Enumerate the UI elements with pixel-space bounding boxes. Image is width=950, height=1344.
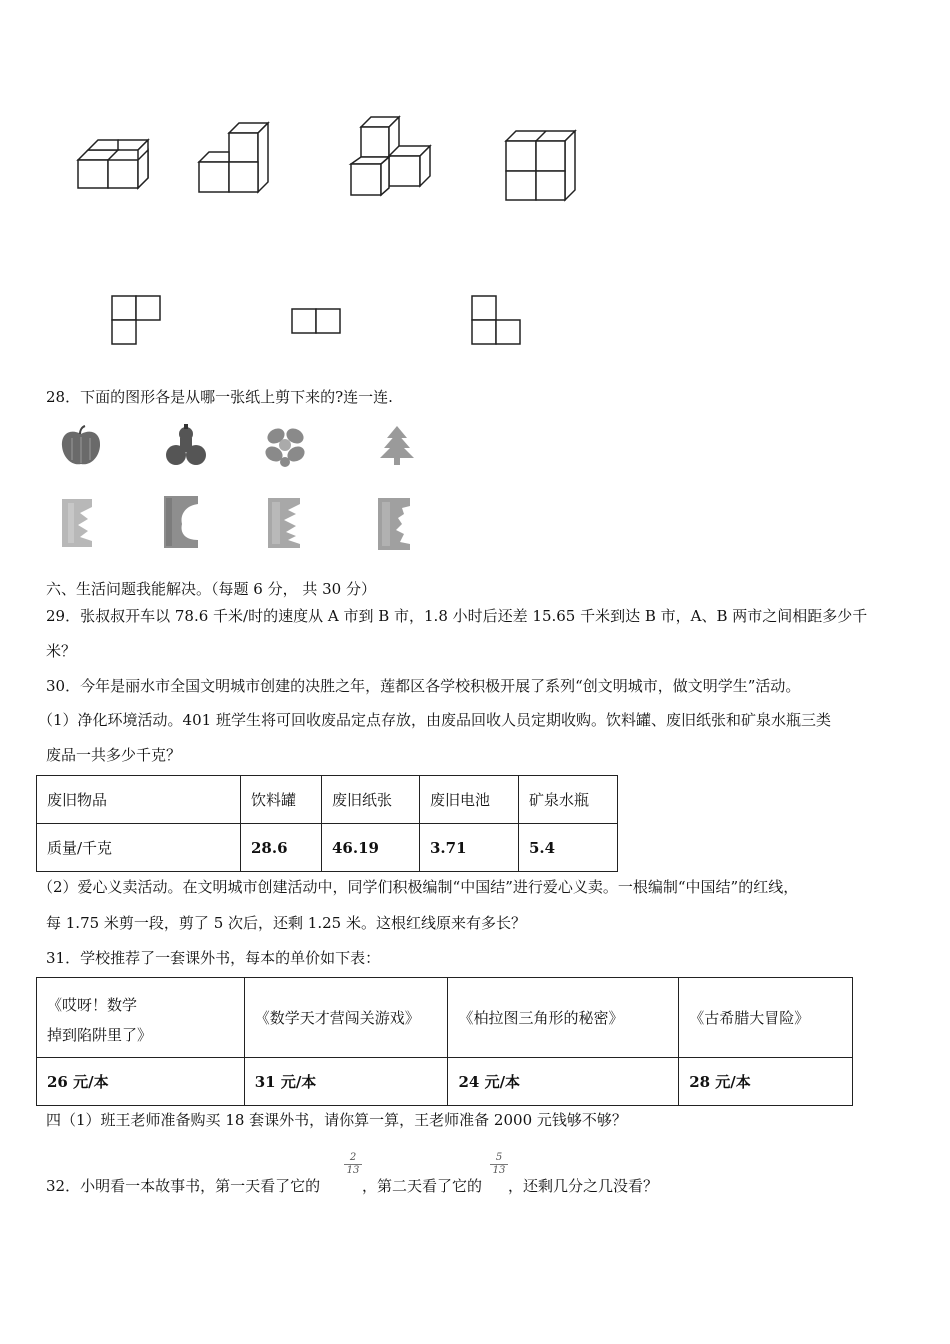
frac1-num: 2 bbox=[344, 1152, 362, 1165]
book-title-2: 《数学天才营闯关游戏》 bbox=[244, 978, 448, 1058]
waste-value-bottles: 5.4 bbox=[519, 824, 618, 872]
cube-stack-2 bbox=[196, 120, 272, 196]
q30-p2-line2: 每 1.75 米剪一段，剪了 5 次后，还剩 1.25 米。这根红线原来有多长？ bbox=[46, 914, 526, 932]
book-title-1 bbox=[37, 978, 245, 1058]
waste-value-paper: 46.19 bbox=[322, 824, 420, 872]
book-title-4: 《古希腊大冒险》 bbox=[679, 978, 853, 1058]
cube-stack-4 bbox=[503, 128, 579, 204]
q30-p1-line2: 废品一共多少千克？ bbox=[46, 746, 182, 764]
fraction-5-13 bbox=[490, 1152, 508, 1177]
frac2-num: 5 bbox=[490, 1152, 508, 1165]
cube-stack-3 bbox=[348, 114, 434, 198]
frac2-den: 13 bbox=[492, 1165, 506, 1176]
book-table-titles bbox=[37, 978, 853, 1058]
view-2 bbox=[290, 307, 344, 337]
q28-text: 28．下面的图形各是从哪一张纸上剪下来的?连一连. bbox=[46, 388, 393, 406]
view-3 bbox=[470, 294, 524, 348]
waste-table-row bbox=[37, 824, 618, 872]
paper-2 bbox=[162, 494, 202, 550]
q30-p2-line1: （2）爱心义卖活动。在文明城市创建活动中，同学们积极编制“中国结”进行爱心义卖。一根编制“中国结”的红线， bbox=[38, 878, 799, 896]
book-title-1-line1: 《哎呀！数学 bbox=[47, 995, 138, 1014]
fraction-2-13 bbox=[344, 1152, 362, 1177]
waste-value-cans: 28.6 bbox=[241, 824, 322, 872]
q29-line2: 米？ bbox=[46, 642, 77, 660]
waste-header-bottles: 矿泉水瓶 bbox=[519, 776, 618, 824]
book-title-1-line2: 掉到陷阱里了》 bbox=[47, 1025, 153, 1044]
book-table bbox=[36, 977, 853, 1106]
gourd-shape bbox=[163, 422, 209, 470]
q30-p1-line1: （1）净化环境活动。401 班学生将可回收废品定点存放，由废品回收人员定期收购。饮料罐、废旧纸张和矿泉水瓶三类 bbox=[38, 711, 831, 729]
q32-part1: 32．小明看一本故事书，第一天看了它的 bbox=[46, 1177, 321, 1195]
waste-header-batteries: 废旧电池 bbox=[420, 776, 519, 824]
paper-4 bbox=[376, 496, 416, 552]
waste-row-label: 质量/千克 bbox=[37, 824, 241, 872]
q32-part3: ，还剩几分之几没看？ bbox=[508, 1177, 659, 1195]
waste-table-header bbox=[37, 776, 618, 824]
q32-part2: ，第二天看了它的 bbox=[362, 1177, 483, 1195]
book-price-1: 26 元/本 bbox=[37, 1058, 245, 1106]
q29-line1: 29．张叔叔开车以 78.6 千米/时的速度从 A 市到 B 市，1.8 小时后还差 15.65 千米到达 B 市，A、B 两市之间相距多少千 bbox=[46, 607, 868, 625]
waste-table bbox=[36, 775, 618, 872]
frac1-den: 13 bbox=[346, 1165, 360, 1176]
q30-intro: 30．今年是丽水市全国文明城市创建的决胜之年，莲都区各学校积极开展了系列“创文明城市，做文明学生”活动。 bbox=[46, 677, 801, 695]
apple-shape bbox=[58, 424, 104, 470]
paper-1 bbox=[60, 497, 98, 549]
book-title-3: 《柏拉图三角形的秘密》 bbox=[448, 978, 679, 1058]
section6-title: 六、生活问题我能解决。（每题 6 分， 共 30 分） bbox=[46, 580, 376, 598]
book-table-prices bbox=[37, 1058, 853, 1106]
book-price-3: 24 元/本 bbox=[448, 1058, 679, 1106]
paper-3 bbox=[266, 496, 306, 550]
waste-header-item: 废旧物品 bbox=[37, 776, 241, 824]
book-price-2: 31 元/本 bbox=[244, 1058, 448, 1106]
waste-header-paper: 废旧纸张 bbox=[322, 776, 420, 824]
q31-question: 四（1）班王老师准备购买 18 套课外书，请你算一算，王老师准备 2000 元钱够不够？ bbox=[46, 1111, 627, 1129]
waste-value-batteries: 3.71 bbox=[420, 824, 519, 872]
flower-shape bbox=[262, 424, 308, 468]
tree-shape bbox=[374, 424, 420, 468]
q31-intro: 31．学校推荐了一套课外书，每本的单价如下表： bbox=[46, 949, 381, 967]
cube-stack-1 bbox=[75, 138, 155, 194]
book-price-4: 28 元/本 bbox=[679, 1058, 853, 1106]
waste-header-cans: 饮料罐 bbox=[241, 776, 322, 824]
view-1 bbox=[110, 294, 164, 348]
